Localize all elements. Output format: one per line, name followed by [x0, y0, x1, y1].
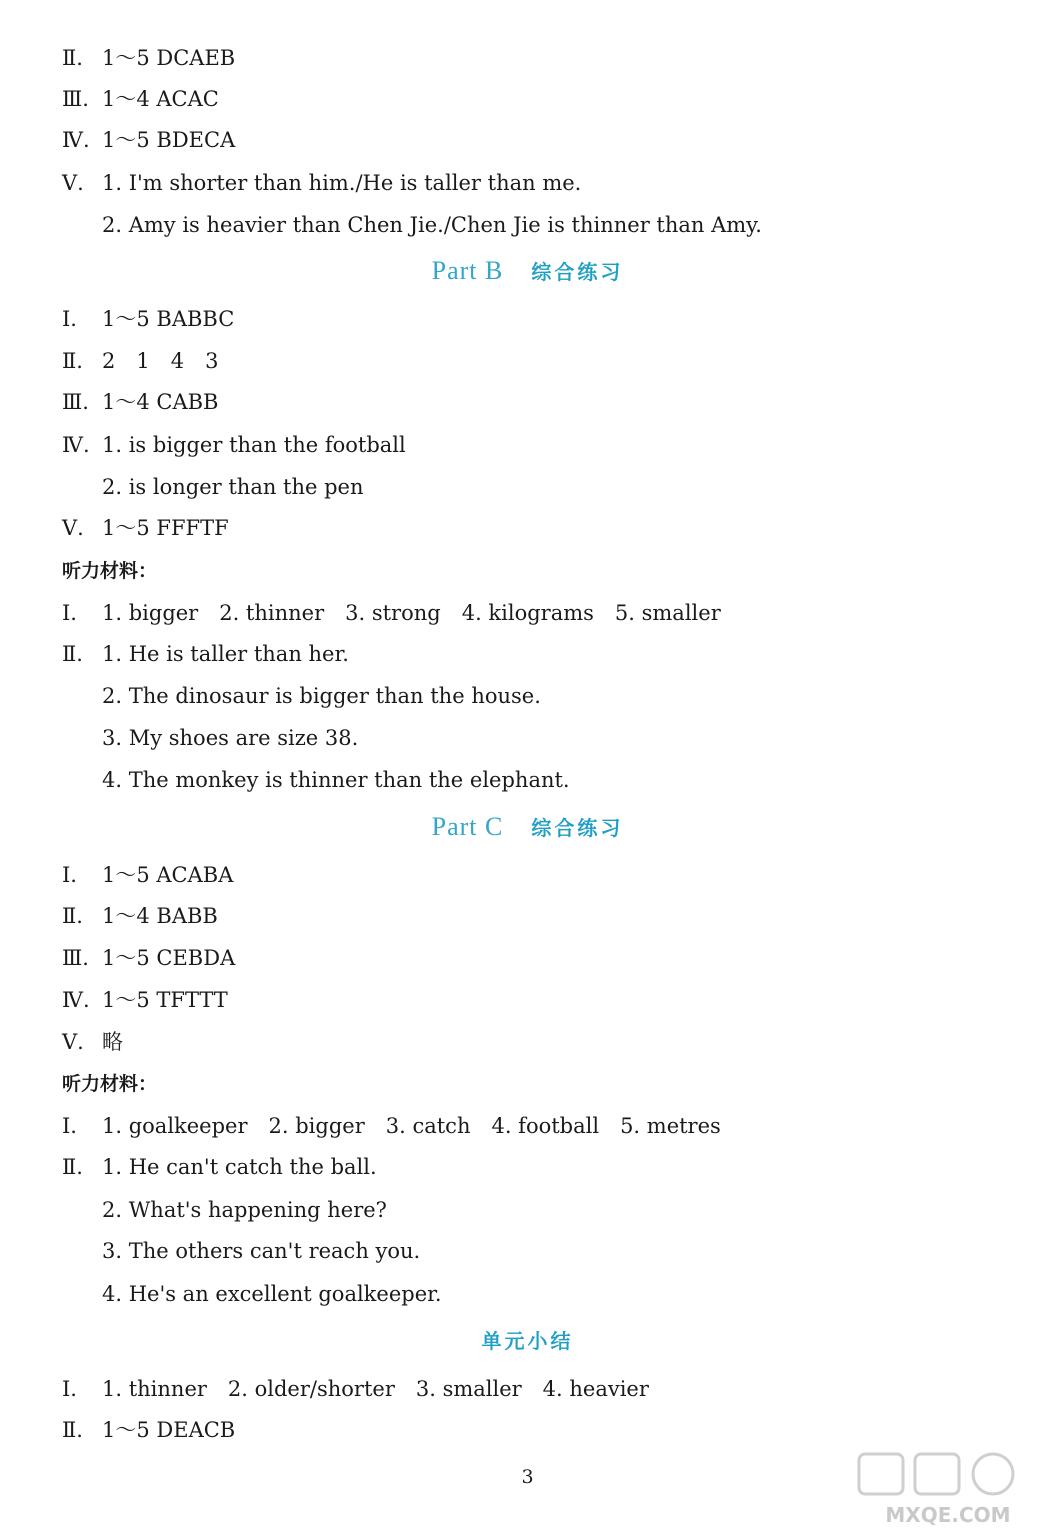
- answer-text: 2 1 4 3: [102, 349, 219, 373]
- answer-text: 1～5 BDECA: [102, 128, 236, 152]
- answer-line: [62, 304, 234, 334]
- item-number: Ⅰ.: [62, 601, 77, 625]
- item-number: Ⅲ.: [62, 390, 89, 414]
- answer-line: [62, 901, 218, 931]
- answer-line: [102, 1236, 420, 1266]
- answer-text: 2. is longer than the pen: [102, 475, 364, 499]
- answer-line: [102, 1195, 387, 1225]
- answer-line: [62, 1374, 649, 1404]
- answer-line: [62, 985, 228, 1015]
- section-title: Part B: [431, 256, 504, 285]
- answer-line: [62, 387, 219, 417]
- listening-label: 听力材料：: [62, 560, 158, 582]
- item-number: Ⅱ.: [62, 349, 83, 373]
- answer-text: 1～4 BABB: [102, 904, 218, 928]
- item-number: Ⅱ.: [62, 1155, 83, 1179]
- item-number: Ⅳ.: [62, 128, 90, 152]
- section-subtitle: 综合练习: [531, 260, 624, 284]
- answer-text: 1～5 DEACB: [102, 1418, 236, 1442]
- answer-text: 1～5 TFTTT: [102, 988, 228, 1012]
- section-subtitle: 综合练习: [531, 816, 624, 840]
- item-number: Ⅴ.: [62, 171, 84, 195]
- answer-line: [102, 765, 570, 795]
- section-heading-part-c: [0, 809, 1055, 845]
- answer-text: 1～5 FFFTF: [102, 516, 229, 540]
- item-number: Ⅱ.: [62, 642, 83, 666]
- item-number: Ⅱ.: [62, 904, 83, 928]
- answer-text: 1～5 DCAEB: [102, 46, 236, 70]
- answer-text: 1～4 CABB: [102, 390, 219, 414]
- answer-text: 2. Amy is heavier than Chen Jie./Chen Jie is thinner than Amy.: [102, 213, 762, 237]
- answer-text: 2. What's happening here?: [102, 1198, 387, 1222]
- section-heading-summary: [0, 1323, 1055, 1359]
- answer-text: 略: [102, 1030, 123, 1054]
- watermark-text: MXQE.COM: [885, 1503, 1011, 1527]
- answer-text: 2. The dinosaur is bigger than the house.: [102, 684, 541, 708]
- item-number: Ⅰ.: [62, 1377, 77, 1401]
- item-number: Ⅰ.: [62, 863, 77, 887]
- item-number: Ⅳ.: [62, 988, 90, 1012]
- answer-line: [102, 472, 364, 502]
- answer-line: [62, 1152, 377, 1182]
- item-number: Ⅲ.: [62, 946, 89, 970]
- answer-line: [102, 1279, 442, 1309]
- answer-text: 3. My shoes are size 38.: [102, 726, 359, 750]
- answer-line: [62, 598, 721, 628]
- listening-label: 听力材料：: [62, 1073, 158, 1095]
- answer-text: 1～5 ACABA: [102, 863, 234, 887]
- answer-text: 1. thinner 2. older/shorter 3. smaller 4. heavier: [102, 1377, 649, 1401]
- answer-line: [62, 125, 235, 155]
- answer-text: 1. bigger 2. thinner 3. strong 4. kilograms 5. smaller: [102, 601, 721, 625]
- item-number: Ⅲ.: [62, 87, 89, 111]
- answer-line: [62, 1027, 123, 1057]
- page-number: 3: [521, 1466, 534, 1488]
- item-number: Ⅴ.: [62, 1030, 84, 1054]
- answer-line: [62, 168, 581, 198]
- answer-text: 1. I'm shorter than him./He is taller than me.: [102, 171, 582, 195]
- answer-line: [62, 84, 219, 114]
- answer-text: 1. is bigger than the football: [102, 433, 406, 457]
- answer-text: 1. He is taller than her.: [102, 642, 349, 666]
- answer-line: [62, 346, 218, 376]
- item-number: Ⅱ.: [62, 1418, 83, 1442]
- answer-line: [102, 723, 358, 753]
- item-number: Ⅱ.: [62, 46, 83, 70]
- answer-text: 4. He's an excellent goalkeeper.: [102, 1282, 442, 1306]
- section-heading-part-b: [0, 253, 1055, 289]
- answer-line: [102, 210, 762, 240]
- answer-text: 1～4 ACAC: [102, 87, 219, 111]
- answer-line: [62, 513, 229, 543]
- item-number: Ⅳ.: [62, 433, 90, 457]
- answer-text: 3. The others can't reach you.: [102, 1239, 421, 1263]
- item-number: Ⅴ.: [62, 516, 84, 540]
- answer-text: 4. The monkey is thinner than the elephant.: [102, 768, 570, 792]
- item-number: Ⅰ.: [62, 307, 77, 331]
- answer-line: [62, 43, 235, 73]
- answer-text: 1～5 CEBDA: [102, 946, 236, 970]
- answer-line: [62, 1111, 721, 1141]
- answer-text: 1. He can't catch the ball.: [102, 1155, 377, 1179]
- answer-text: 1～5 BABBC: [102, 307, 235, 331]
- answer-line: [62, 639, 349, 669]
- watermark-logo: [853, 1448, 1043, 1528]
- answer-line: [62, 1415, 235, 1445]
- answer-line: [62, 943, 235, 973]
- section-title: Part C: [431, 812, 504, 841]
- answer-line: [62, 430, 406, 460]
- item-number: Ⅰ.: [62, 1114, 77, 1138]
- answer-line: [62, 860, 233, 890]
- answer-text: 1. goalkeeper 2. bigger 3. catch 4. football 5. metres: [102, 1114, 721, 1138]
- section-title: 单元小结: [481, 1329, 574, 1353]
- answer-line: [102, 681, 541, 711]
